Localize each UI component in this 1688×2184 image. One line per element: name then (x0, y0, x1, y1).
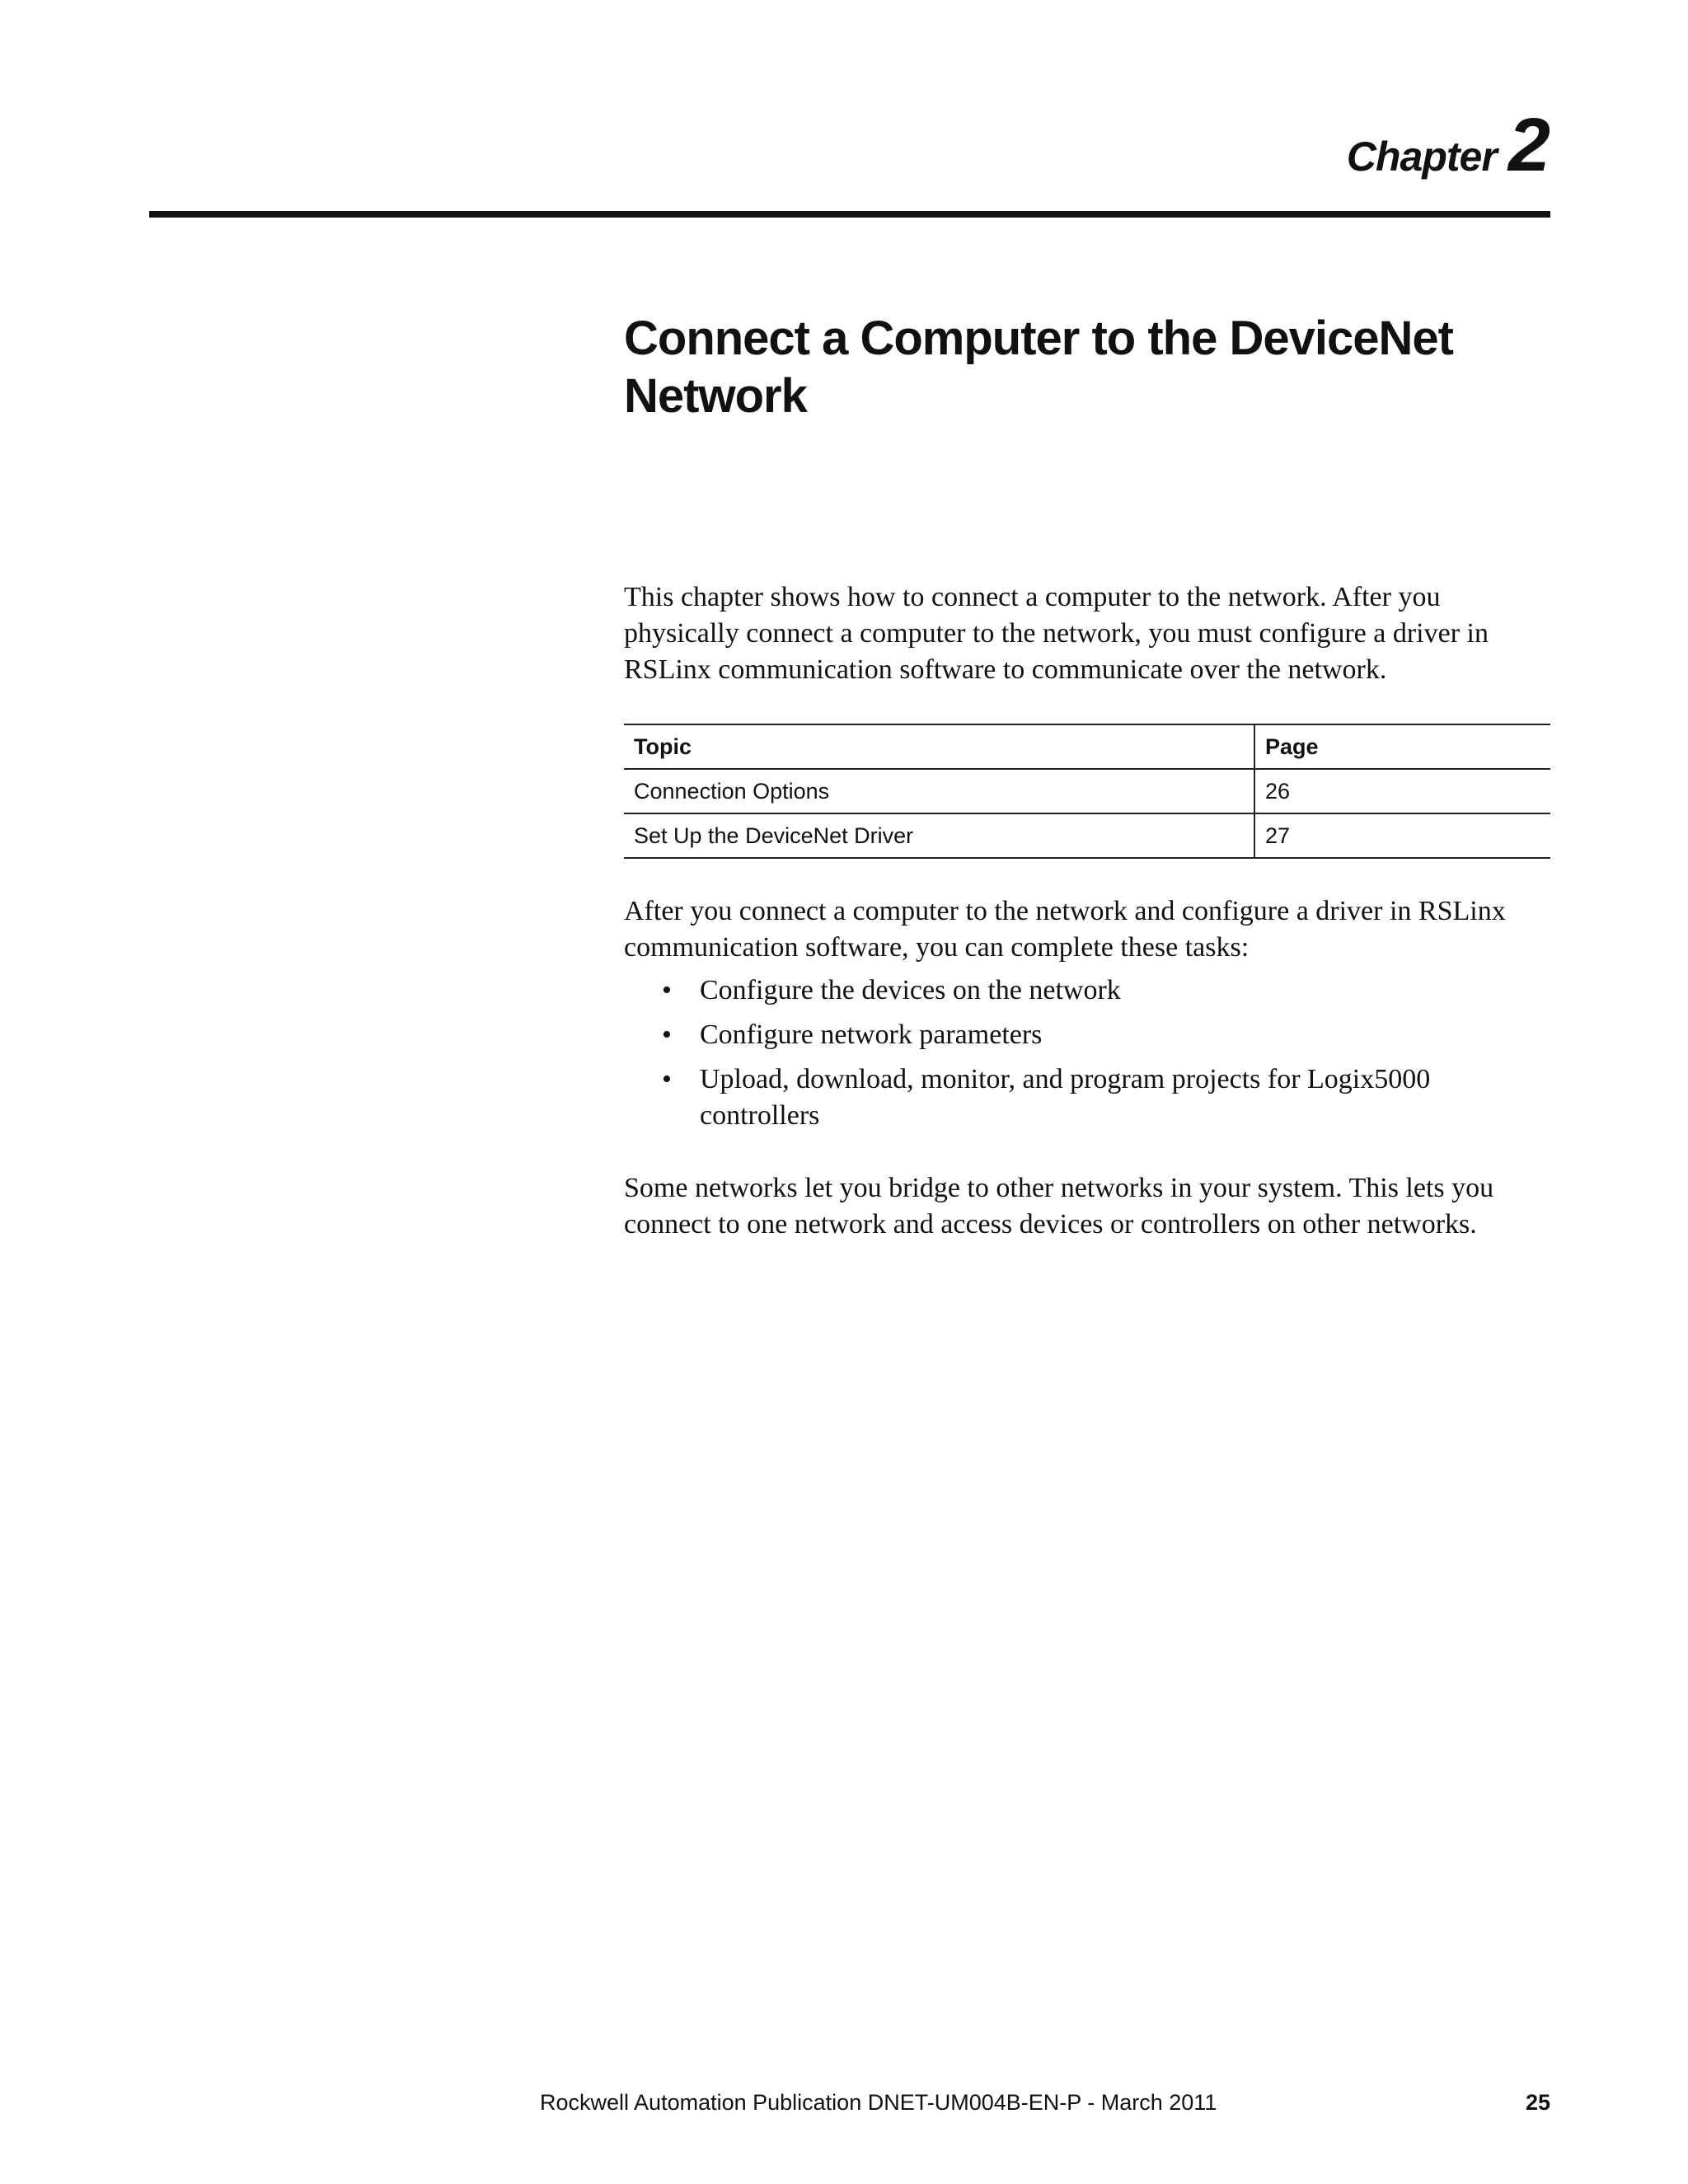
page-number: 25 (1525, 2090, 1550, 2115)
intro-paragraph: This chapter shows how to connect a computer to the network. After you physically connect a computer to the network, you must configure a driver in RSLinx communication software to communicate over the network. (624, 582, 1489, 685)
topic-cell: Connection Options (624, 769, 1254, 813)
bullet-icon: • (662, 1064, 672, 1094)
table-row (624, 769, 1550, 813)
footer-publication: Rockwell Automation Publication DNET-UM004B-EN-P - March 2011 (540, 2090, 1217, 2115)
task-list (624, 972, 1551, 1142)
task-text: Upload, download, monitor, and program projects for Logix5000 controllers (700, 1064, 1431, 1131)
list-item (624, 972, 1551, 1009)
topic-cell: Set Up the DeviceNet Driver (624, 813, 1254, 858)
topic-table (624, 724, 1550, 859)
task-text: Configure the devices on the network (700, 975, 1121, 1005)
task-text: Configure network parameters (700, 1019, 1043, 1050)
chapter-number: 2 (1507, 103, 1550, 187)
table-header-row (624, 724, 1550, 769)
page-cell: 27 (1254, 813, 1550, 858)
chapter-divider (149, 211, 1550, 218)
bullet-icon: • (662, 975, 672, 1005)
header-page: Page (1254, 724, 1550, 769)
chapter-label: Chapter (1346, 134, 1497, 180)
list-item (624, 1017, 1551, 1053)
page-cell: 26 (1254, 769, 1550, 813)
bullet-icon: • (662, 1019, 672, 1050)
after-paragraph: After you connect a computer to the network and configure a driver in RSLinx communication software, you can complete these tasks: (624, 896, 1506, 963)
bridge-paragraph: Some networks let you bridge to other networks in your system. This lets you connect to one network and access devices or controllers on other networks. (624, 1173, 1494, 1240)
page-title: Connect a Computer to the DeviceNet Network (624, 312, 1453, 423)
list-item (624, 1062, 1551, 1134)
header-topic: Topic (624, 724, 1254, 769)
chapter-heading (1346, 103, 1550, 187)
table-row (624, 813, 1550, 858)
